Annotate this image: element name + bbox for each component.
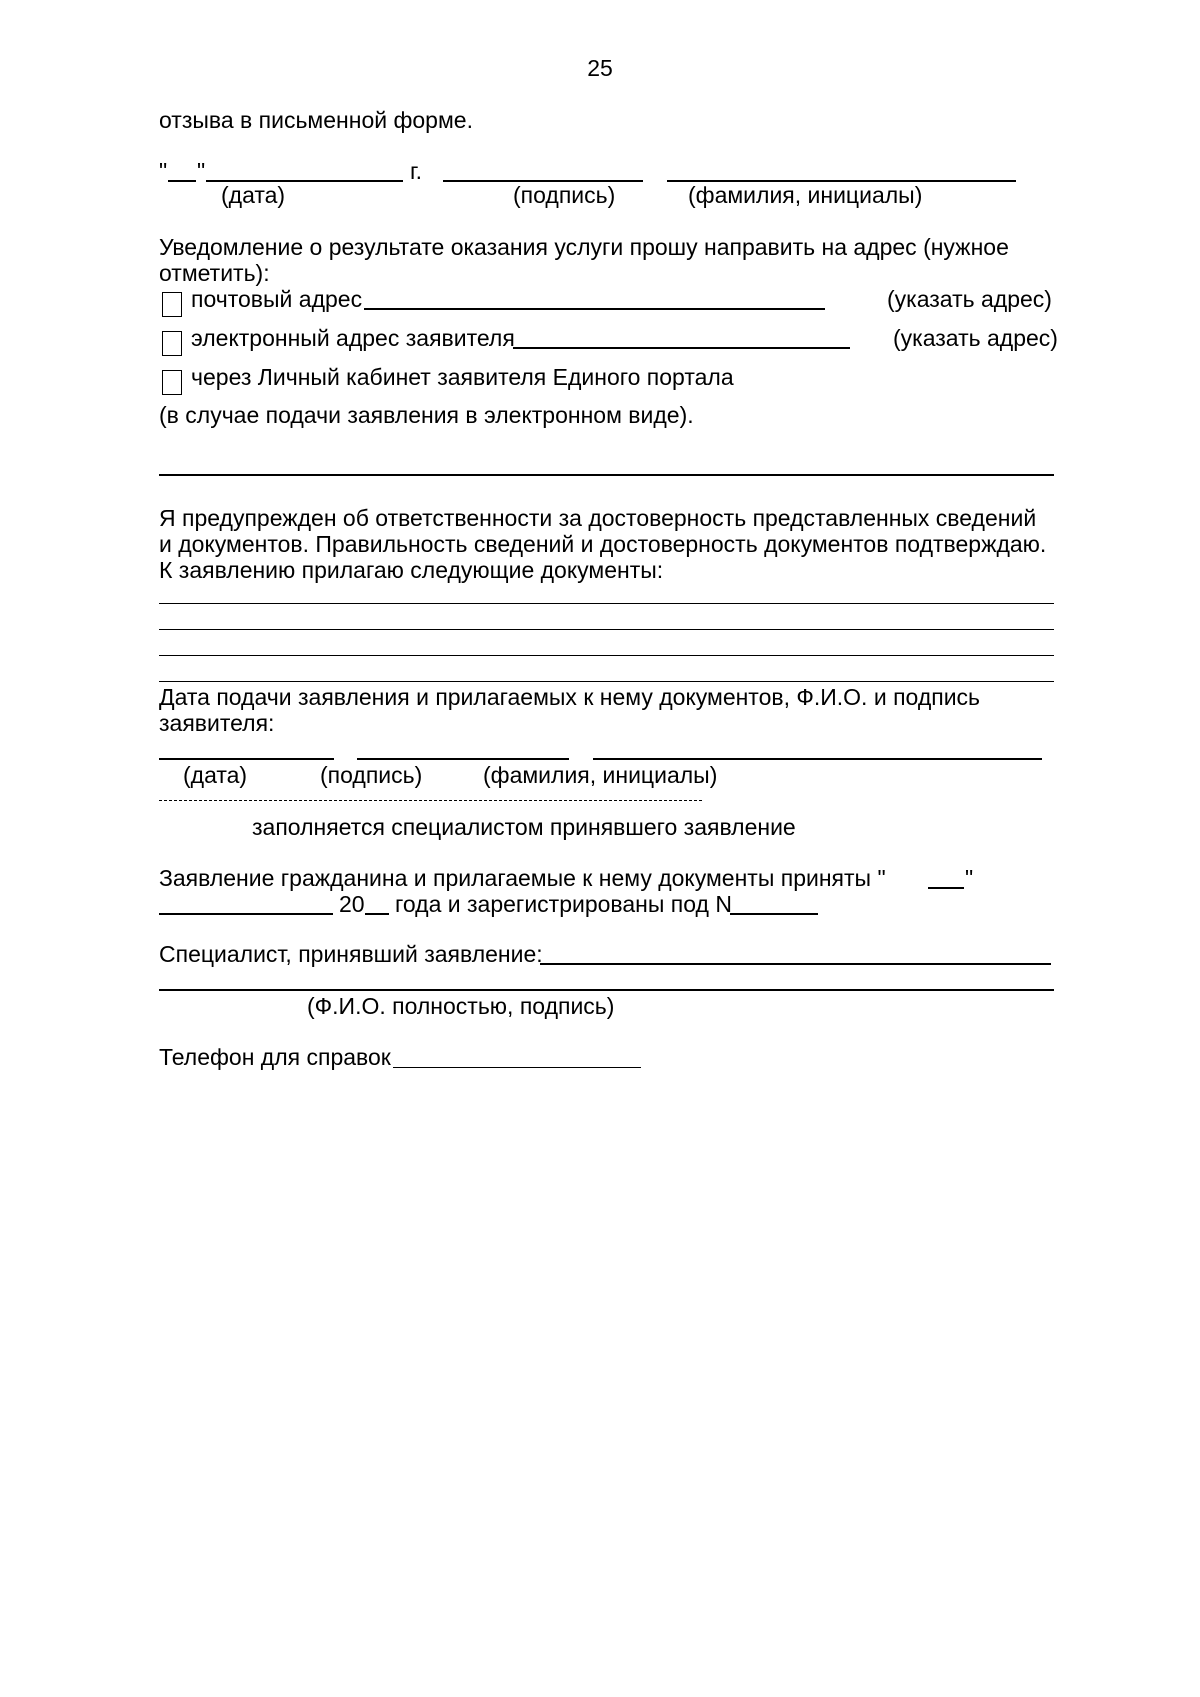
page-number: 25 <box>587 55 613 81</box>
email-address-blank[interactable] <box>513 347 850 349</box>
attachments-line-1[interactable] <box>159 603 1054 604</box>
postal-address-hint: (указать адрес) <box>887 286 1052 312</box>
phone-label: Телефон для справок <box>159 1044 391 1070</box>
accepted-month-blank[interactable] <box>159 913 333 915</box>
attachments-line-4[interactable] <box>159 681 1054 682</box>
submission-name-caption: (фамилия, инициалы) <box>483 762 718 788</box>
continuation-text: отзыва в письменной форме. <box>159 107 473 133</box>
notify-intro-line1: Уведомление о результате оказания услуги прошу направить на адрес (нужное <box>159 234 1009 260</box>
submission-name-blank[interactable] <box>593 758 1042 760</box>
postal-address-checkbox[interactable] <box>162 292 182 317</box>
accepted-year-prefix: 20 <box>339 891 365 917</box>
accepted-day-blank[interactable] <box>928 887 964 889</box>
signature-caption: (подпись) <box>513 182 616 208</box>
electronic-note: (в случае подачи заявления в электронном виде). <box>159 402 694 428</box>
email-address-checkbox[interactable] <box>162 331 182 356</box>
submission-line1: Дата подачи заявления и прилагаемых к нему документов, Ф.И.О. и подпись <box>159 684 981 710</box>
postal-address-label: почтовый адрес <box>191 286 363 312</box>
declaration-line1: Я предупрежден об ответственности за достоверность представленных сведений <box>159 505 1037 531</box>
specialist-label: Специалист, принявший заявление: <box>159 941 543 967</box>
attachments-line-3[interactable] <box>159 655 1054 656</box>
day-blank[interactable] <box>168 180 196 182</box>
postal-address-blank[interactable] <box>364 308 825 310</box>
phone-blank[interactable] <box>393 1067 641 1068</box>
specialist-blank-2[interactable] <box>159 989 1054 991</box>
submission-signature-caption: (подпись) <box>320 762 423 788</box>
declaration-line3: К заявлению прилагаю следующие документы: <box>159 557 664 583</box>
quote-close: " <box>197 158 206 184</box>
portal-cabinet-checkbox[interactable] <box>162 370 182 395</box>
email-address-hint: (указать адрес) <box>893 325 1058 351</box>
name-caption: (фамилия, инициалы) <box>688 182 923 208</box>
quote-open: " <box>159 158 168 184</box>
dashed-divider <box>159 800 702 801</box>
submission-date-blank[interactable] <box>159 758 334 760</box>
separator-line <box>159 474 1054 476</box>
portal-cabinet-label: через Личный кабинет заявителя Единого портала <box>191 364 734 390</box>
specialist-fio-caption: (Ф.И.О. полностью, подпись) <box>307 993 615 1019</box>
email-address-label: электронный адрес заявителя <box>191 325 515 351</box>
accepted-line1: Заявление гражданина и прилагаемые к нему документы приняты " <box>159 865 886 891</box>
specialist-blank[interactable] <box>540 963 1051 965</box>
accepted-year-blank[interactable] <box>365 913 389 915</box>
accepted-quote-close: " <box>965 865 974 891</box>
submission-signature-blank[interactable] <box>357 758 569 760</box>
declaration-line2: и документов. Правильность сведений и достоверность документов подтверждаю. <box>159 531 1047 557</box>
specialist-caption: заполняется специалистом принявшего заявление <box>252 814 796 840</box>
date-caption: (дата) <box>221 182 286 208</box>
submission-date-caption: (дата) <box>183 762 248 788</box>
accepted-line2: года и зарегистрированы под N <box>395 891 732 917</box>
registration-number-blank[interactable] <box>730 913 818 915</box>
attachments-line-2[interactable] <box>159 629 1054 630</box>
submission-line2: заявителя: <box>159 710 275 736</box>
notify-intro-line2: отметить): <box>159 260 270 286</box>
year-suffix: г. <box>410 158 422 184</box>
